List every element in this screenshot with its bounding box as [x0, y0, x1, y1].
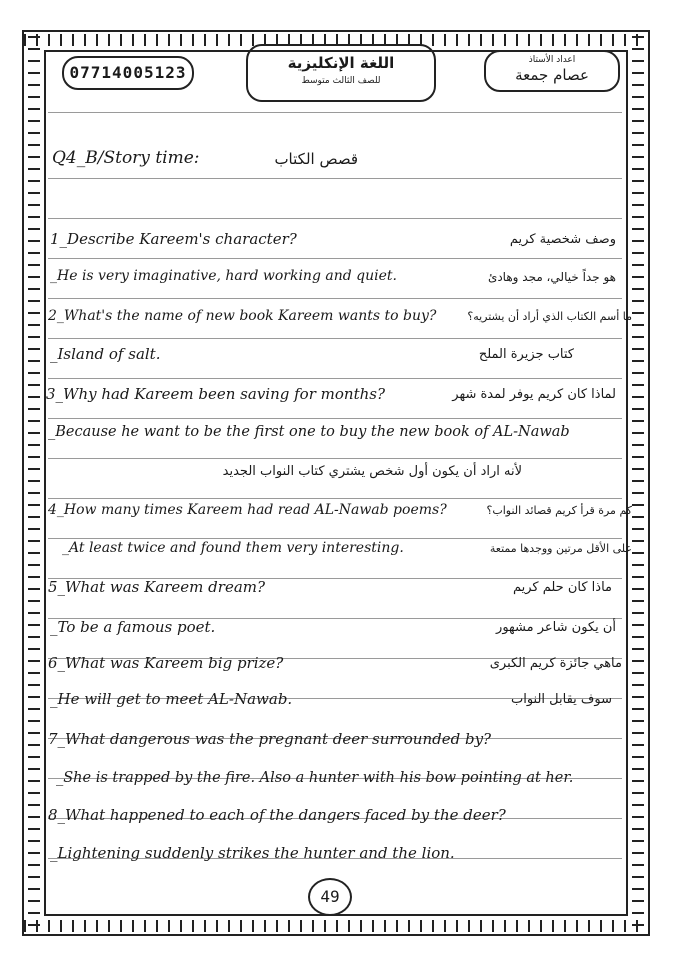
- ruled-line: [48, 538, 622, 539]
- answer-text: _Lightening suddenly strikes the hunter and the lion.: [50, 844, 455, 862]
- question-arabic: كم مرة قرأ كريم قصائد النواب؟: [486, 504, 632, 517]
- question-text: 8_What happened to each of the dangers faced by the deer?: [48, 806, 506, 824]
- answer-text: _Because he want to be the first one to buy the new book of AL-Nawab: [48, 424, 570, 440]
- ruled-line: [48, 218, 622, 219]
- answer-arabic: على الأقل مرتين ووجدها ممتعة: [489, 542, 632, 555]
- answer-text: _He is very imaginative, hard working and quiet.: [50, 268, 397, 284]
- question-text: 6_What was Kareem big prize?: [48, 654, 284, 672]
- question-arabic: ماهي جائزة كريم الكبرى: [489, 656, 622, 671]
- grade-label: للصف الثالث متوسط: [301, 76, 381, 86]
- question-text: 3_Why had Kareem been saving for months?: [46, 385, 385, 403]
- answer-text: _He will get to meet AL-Nawab.: [50, 690, 293, 708]
- question-text: 5_What was Kareem dream?: [48, 578, 266, 596]
- author-box: [484, 50, 620, 92]
- section-title-arabic: قصص الكتاب: [274, 150, 358, 168]
- question-arabic: ماذا كان حلم كريم: [512, 580, 612, 595]
- question-text: 2_What's the name of new book Kareem wants to buy?: [48, 308, 437, 324]
- answer-arabic: لأنه اراد أن يكون أول شخص يشتري كتاب النواب الجديد: [222, 464, 522, 479]
- ruled-line: [48, 458, 622, 459]
- subject-title: اللغة الإنكليزية: [287, 54, 395, 72]
- answer-text: _At least twice and found them very interesting.: [62, 540, 404, 556]
- phone-number: 07714005123: [69, 63, 187, 82]
- right-border-strip: [632, 36, 644, 932]
- ruled-line: [48, 418, 622, 419]
- ruled-line: [48, 258, 622, 259]
- question-text: 4_How many times Kareem had read AL-Nawab poems?: [48, 502, 447, 518]
- inner-border: [44, 50, 628, 916]
- page-number: 49: [308, 878, 352, 916]
- answer-arabic: أن يكون شاعر مشهور: [496, 620, 616, 635]
- question-arabic: ما أسم الكتاب الذي أراد أن يشتريه؟: [467, 310, 632, 323]
- ruled-line: [48, 378, 622, 379]
- ruled-line: [48, 298, 622, 299]
- author-label: اعداد الأستاذ: [528, 55, 576, 65]
- ruled-line: [48, 112, 622, 113]
- answer-text: _Island of salt.: [50, 345, 161, 363]
- answer-arabic: هو جداً خيالي، مجد وهادئ: [487, 270, 616, 284]
- ruled-line: [48, 178, 622, 179]
- answer-text: _To be a famous poet.: [50, 618, 216, 636]
- question-text: 1_Describe Kareem's character?: [50, 230, 297, 248]
- answer-text: _She is trapped by the fire. Also a hunter with his bow pointing at her.: [56, 770, 574, 786]
- question-arabic: وصف شخصية كريم: [509, 232, 616, 247]
- author-name: عصام جمعة: [515, 66, 589, 84]
- phone-number-box: [62, 56, 194, 90]
- ruled-line: [48, 498, 622, 499]
- answer-arabic: كتاب جزيرة الملح: [478, 347, 574, 362]
- question-arabic: لماذا كان كريم يوفر لمدة شهر: [452, 387, 616, 402]
- subject-title-box: [246, 44, 436, 102]
- section-title: Q4_B/Story time:: [52, 148, 200, 168]
- question-text: 7_What dangerous was the pregnant deer surrounded by?: [48, 730, 492, 748]
- left-border-strip: [28, 36, 40, 932]
- answer-arabic: سوف يقابل النواب: [510, 692, 612, 707]
- bottom-border-strip: [24, 920, 648, 932]
- ruled-line: [48, 338, 622, 339]
